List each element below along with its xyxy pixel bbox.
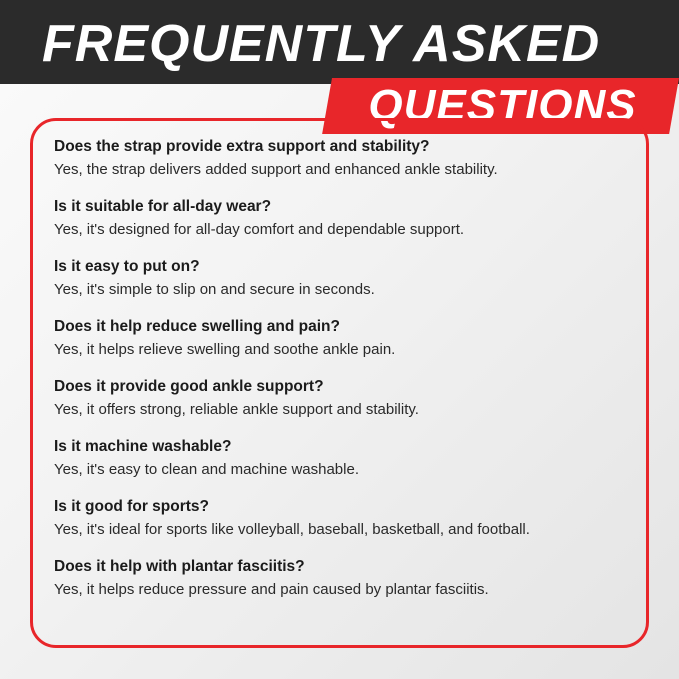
faq-item xyxy=(54,496,634,540)
faq-item xyxy=(54,436,634,480)
faq-answer: Yes, it helps relieve swelling and soothe ankle pain. xyxy=(54,341,396,358)
faq-answer: Yes, it offers strong, reliable ankle support and stability. xyxy=(54,401,419,418)
faq-answer: Yes, it's designed for all-day comfort and dependable support. xyxy=(54,221,465,238)
faq-answer: Yes, it's ideal for sports like volleyball, baseball, basketball, and football. xyxy=(54,521,530,538)
faq-item xyxy=(54,376,634,420)
faq-question: Is it machine washable? xyxy=(54,438,232,455)
faq-question: Does it help with plantar fasciitis? xyxy=(54,558,305,575)
faq-list xyxy=(54,136,634,636)
faq-question: Is it good for sports? xyxy=(54,498,209,515)
faq-answer: Yes, it's simple to slip on and secure in seconds. xyxy=(54,281,375,298)
faq-question: Does it provide good ankle support? xyxy=(54,378,324,395)
faq-question: Does the strap provide extra support and stability? xyxy=(54,138,430,155)
faq-item xyxy=(54,256,634,300)
page-title: FREQUENTLY ASKED xyxy=(42,15,601,73)
faq-item xyxy=(54,136,634,180)
faq-item xyxy=(54,196,634,240)
faq-answer: Yes, the strap delivers added support and enhanced ankle stability. xyxy=(54,161,498,178)
faq-answer: Yes, it's easy to clean and machine washable. xyxy=(54,461,359,478)
faq-question: Does it help reduce swelling and pain? xyxy=(54,318,340,335)
faq-item xyxy=(54,556,634,600)
faq-question: Is it suitable for all-day wear? xyxy=(54,198,272,215)
faq-item xyxy=(54,316,634,360)
questions-banner-label: QUESTIONS xyxy=(368,81,637,130)
faq-question: Is it easy to put on? xyxy=(54,258,200,275)
faq-answer: Yes, it helps reduce pressure and pain caused by plantar fasciitis. xyxy=(54,581,489,598)
